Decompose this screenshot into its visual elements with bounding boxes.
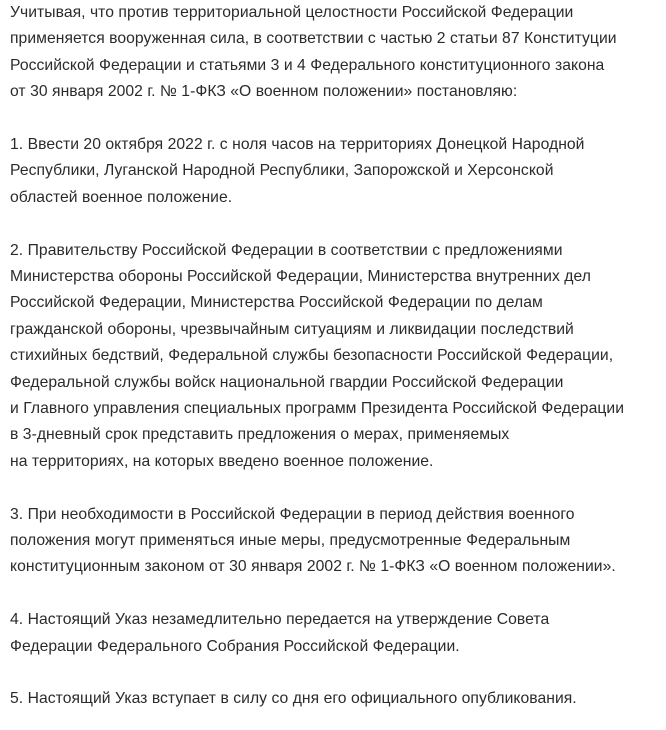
paragraph-spacer [10,475,662,501]
text-line: применяется вооруженная сила, в соответствии с частью 2 статьи 87 Конституции [10,30,617,48]
text-line: Российской Федерации, Министерства Российской Федерации по делам [10,294,543,312]
text-line: областей военное положение. [10,188,233,206]
text-line: 4. Настоящий Указ незамедлительно передается на утверждение Совета [10,611,550,629]
document-body [10,0,662,713]
text-line: Учитывая, что против территориальной целостности Российской Федерации [10,4,574,21]
text-line: гражданской обороны, чрезвычайным ситуациям и ликвидации последствий [10,320,574,338]
text-line: 3. При необходимости в Российской Федерации в период действия военного [10,505,575,523]
text-line: в 3-дневный срок представить предложения о мерах, применяемых [10,426,510,444]
clause-3-paragraph [10,502,662,581]
text-line: 5. Настоящий Указ вступает в силу со дня его официального опубликования. [10,690,577,708]
paragraph-spacer [10,581,662,607]
text-line: и Главного управления специальных программ Президента Российской Федерации [10,400,625,418]
text-line: Российской Федерации и статьями 3 и 4 Федерального конституционного закона [10,56,605,74]
text-line: от 30 января 2002 г. № 1-ФКЗ «О военном положении» постановляю: [10,83,518,101]
text-line: 2. Правительству Российской Федерации в соответствии с предложениями [10,241,563,259]
text-line: положения могут применяться иные меры, предусмотренные Федеральным [10,532,571,550]
text-line: конституционным законом от 30 января 2002 г. № 1-ФКЗ «О военном положении». [10,558,616,576]
clause-5-paragraph [10,686,662,712]
text-line: Федерации Федерального Собрания Российской Федерации. [10,637,460,655]
clause-4-paragraph [10,607,662,660]
paragraph-spacer [10,211,662,237]
paragraph-spacer [10,660,662,686]
text-line: на территориях, на которых введено военное положение. [10,452,434,470]
clause-2-paragraph [10,238,662,476]
text-line: Республики, Луганской Народной Республики, Запорожской и Херсонской [10,162,554,180]
text-line: 1. Ввести 20 октября 2022 г. с ноля часов на территориях Донецкой Народной [10,136,585,154]
text-line: Министерства обороны Российской Федерации, Министерства внутренних дел [10,268,591,286]
preamble-paragraph [10,0,662,106]
text-line: Федеральной службы войск национальной гвардии Российской Федерации [10,373,564,391]
paragraph-spacer [10,106,662,132]
clause-1-paragraph [10,132,662,211]
text-line: стихийных бедствий, Федеральной службы безопасности Российской Федерации, [10,347,614,365]
